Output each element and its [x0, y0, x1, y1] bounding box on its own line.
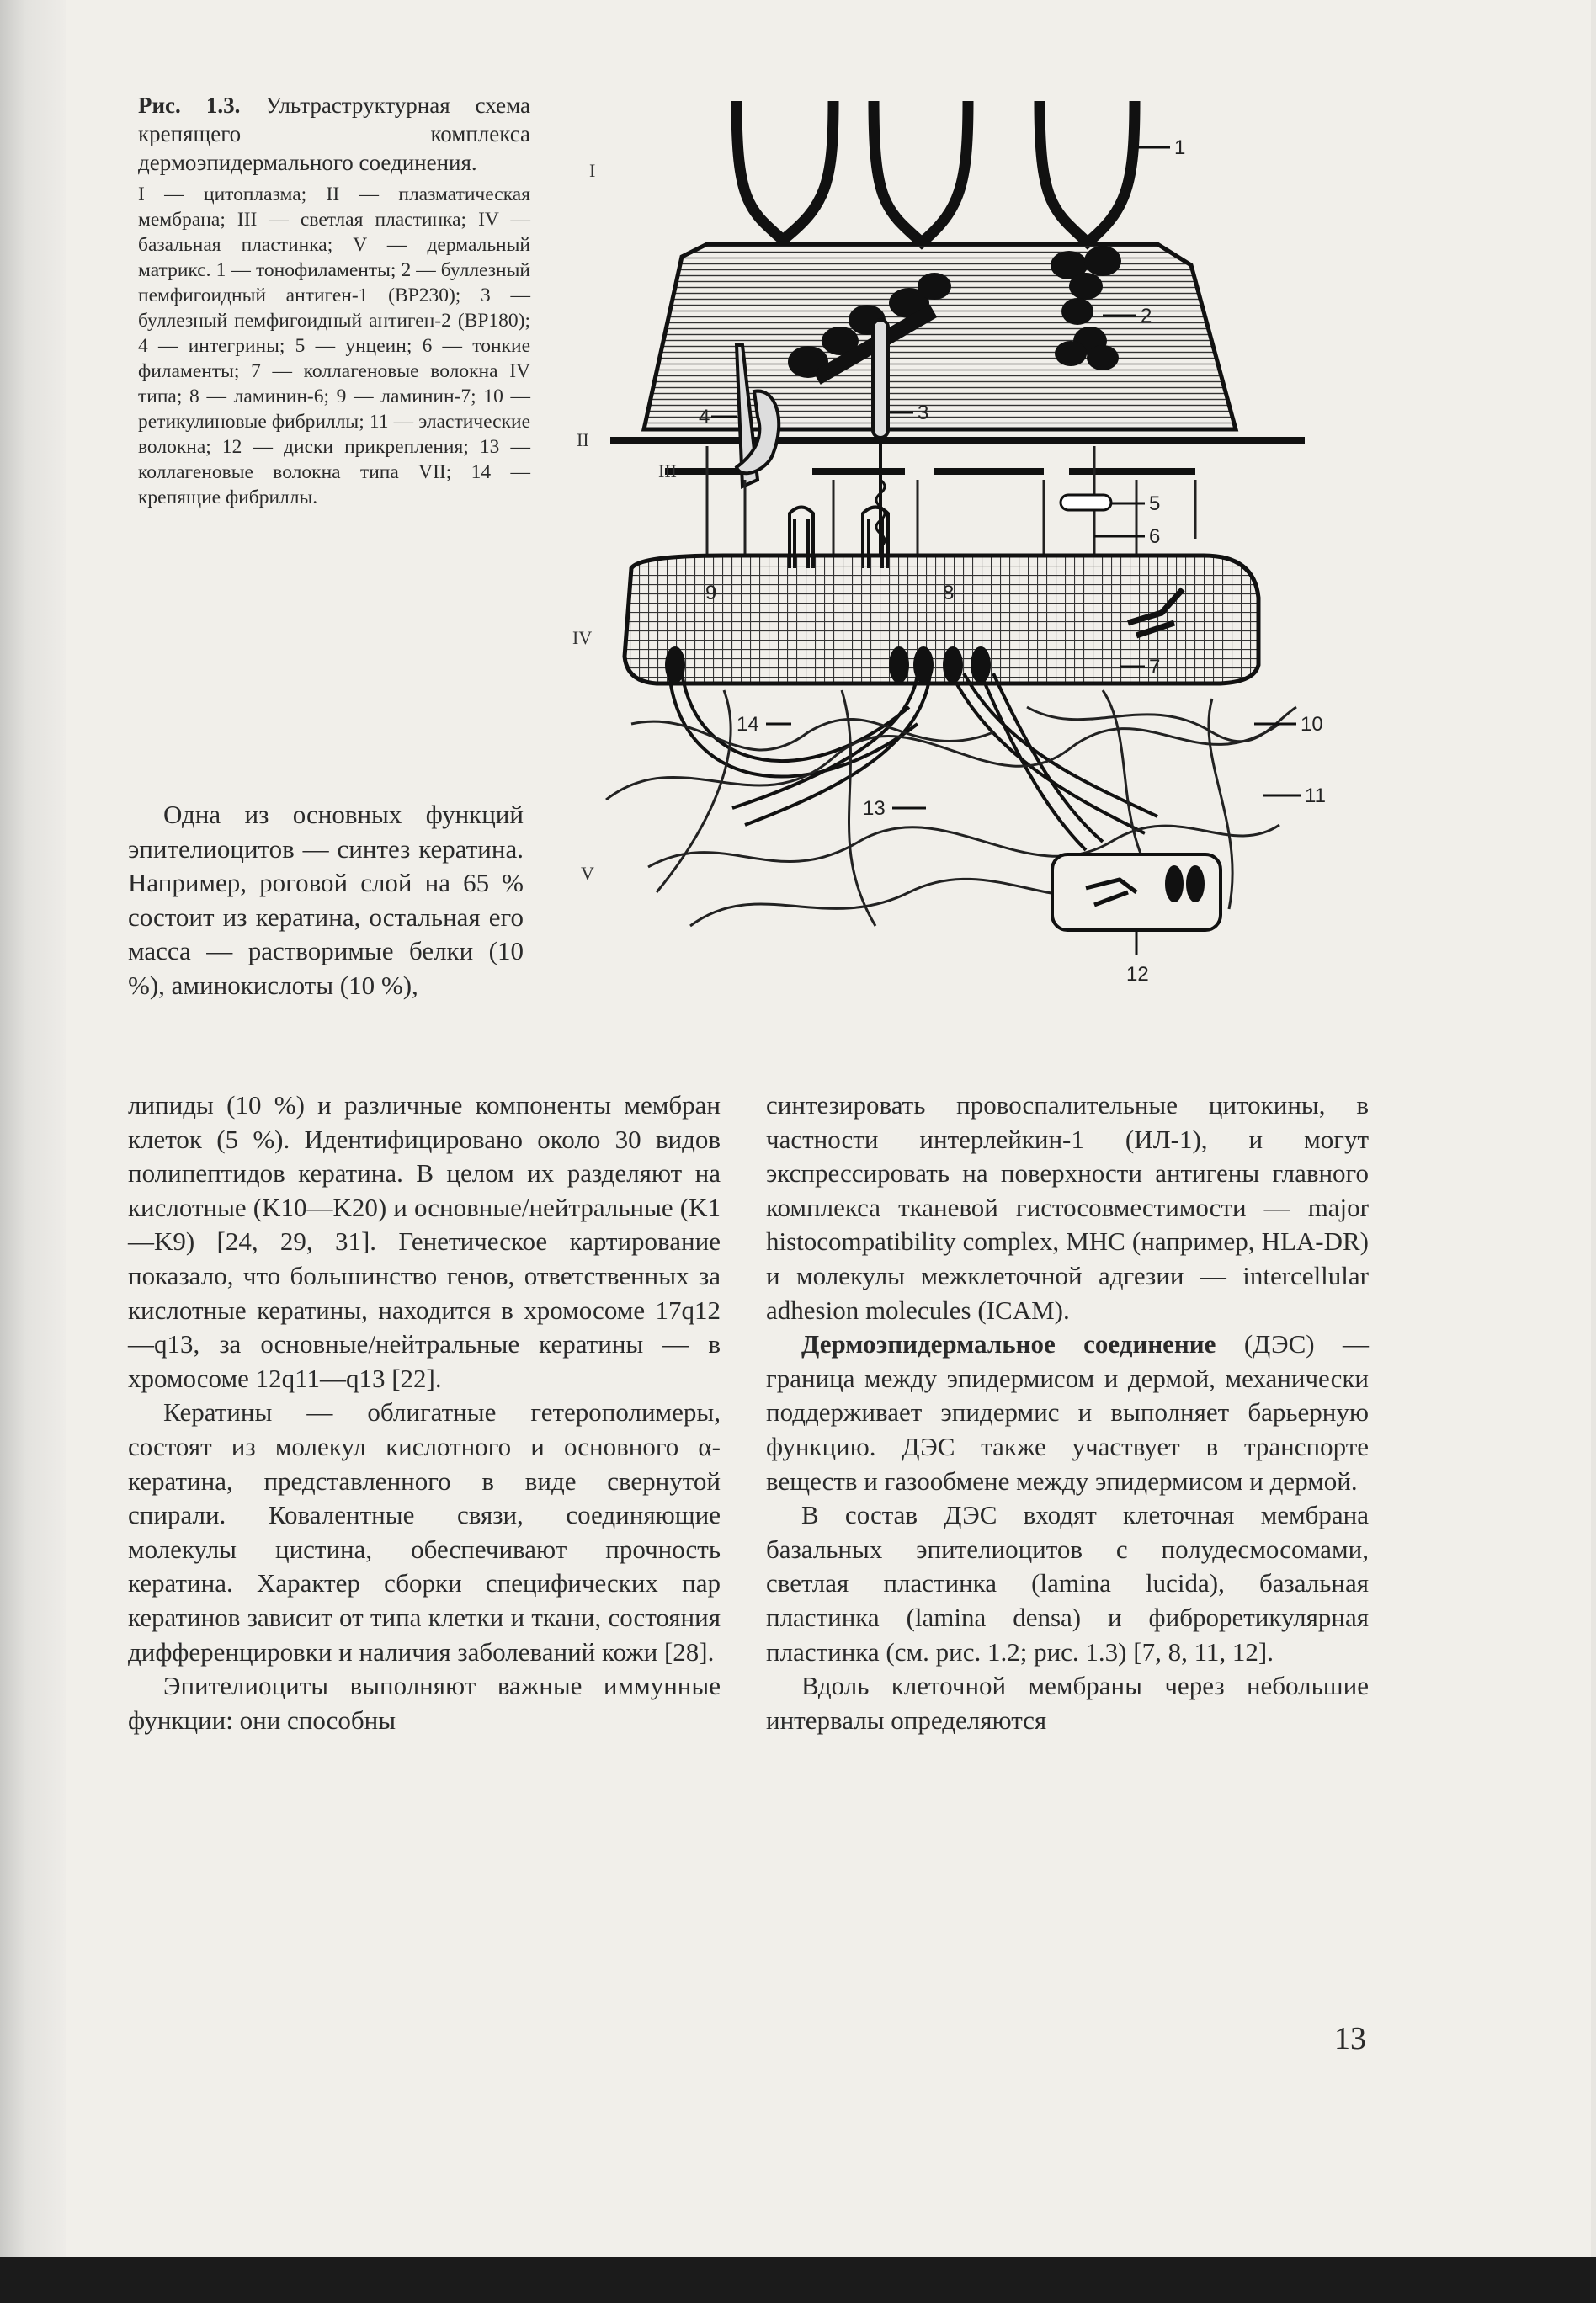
- anchoring-fibrils: [669, 673, 1157, 850]
- figure-caption: [138, 91, 530, 510]
- label-roman-I: I: [589, 160, 596, 181]
- paragraph-keratin-continued: липиды (10 %) и различные компоненты мембран клеток (5 %). Идентифицировано около 30 видов полипептидов кератина. В целом их разделяют на кислотные (K10—K20) и основные/нейтральные (K1—K9) [24, 29, 31]. Генетическое картирование показало, что большинство генов, ответственных за кислотные кератины, находится в хромосоме 17q12—q13, за основные/нейтральные кератины — в хромосоме 12q11—q13 [22].: [128, 1090, 721, 1393]
- scan-bottom-border: [0, 2257, 1596, 2303]
- tonofilament-loop-left: [737, 101, 833, 240]
- paragraph-keratins-heteropolymers: Кератины — облигатные гетерополимеры, состоят из молекул кислотного и основного α-кератина, представленного в виде свернутой спирали. Ковалентные связи, соединяющие молекулы цистина, обеспечивают прочность кератина. Характер сборки специфических пар кератинов зависит от типа клетки и ткани, состояния дифференцировки и наличия заболеваний кожи [28].: [128, 1397, 721, 1667]
- paragraph-dej-composition: В состав ДЭС входят клеточная мембрана базальных эпителиоцитов с полудесмосомами, светлая пластинка (lamina lucida), базальная пластинка (lamina densa) и фиброретикулярная пластинка (см. рис. 1.2; рис. 1.3) [7, 8, 11, 12].: [766, 1500, 1369, 1667]
- label-5: 5: [1149, 492, 1161, 515]
- tonofilament-loop-right: [1040, 101, 1135, 242]
- label-roman-II: II: [577, 429, 589, 450]
- basal-lamina: [625, 556, 1258, 683]
- paragraph-dej-text: (ДЭС) — граница между эпидермисом и дермой, механически поддерживает эпидермис и выполняет барьерную функцию. ДЭС также участвует в транспорте веществ и газообмене между эпидермисом и дермой.: [766, 1329, 1369, 1496]
- paragraph-dej-definition: [766, 1327, 1369, 1498]
- label-7: 7: [1149, 656, 1161, 678]
- label-9: 9: [705, 582, 717, 604]
- label-2: 2: [1141, 305, 1152, 327]
- label-roman-IV: IV: [572, 627, 593, 648]
- caption-title-text: Ультраструктурная схема крепящего комплекса дермоэпидермального соединения.: [138, 93, 530, 175]
- anchoring-filaments: [707, 446, 1195, 556]
- dermoepidermal-junction-diagram: [556, 84, 1347, 993]
- body-text-right-column: [766, 1088, 1369, 1737]
- paragraph-keratin-intro: Одна из основных функций эпителиоцитов — синтез кератина. Например, роговой слой на 65 % состоит из кератина, остальная его масса — растворимые белки (10 %), аминокислоты (10 %),: [128, 800, 524, 1000]
- attachment-disc: [1052, 854, 1221, 930]
- label-14: 14: [737, 713, 759, 736]
- label-4: 4: [699, 406, 710, 428]
- paragraph-cytokines: синтезировать провоспалительные цитокины, в частности интерлейкин-1 (ИЛ-1), и могут экспрессировать на поверхности антигены главного комплекса тканевой гистосовместимости — major histocompatibility complex, MHC (например, HLA-DR) и молекулы межклеточной адгезии — intercellular adhesion molecules (ICAM).: [766, 1090, 1369, 1325]
- label-10: 10: [1301, 713, 1323, 736]
- label-roman-III: III: [658, 460, 677, 481]
- paragraph-cell-membrane: Вдоль клеточной мембраны через небольшие интервалы определяются: [766, 1671, 1369, 1735]
- label-12: 12: [1126, 963, 1149, 986]
- page-number: 13: [1334, 2021, 1366, 2056]
- page-edge: [1591, 0, 1596, 2303]
- body-text-left-column: [128, 1088, 721, 1737]
- page-binding-shadow: [0, 0, 66, 2303]
- label-6: 6: [1149, 525, 1161, 548]
- paragraph-immune-functions: Эпителиоциты выполняют важные иммунные функции: они способны: [128, 1671, 721, 1735]
- label-11: 11: [1305, 785, 1326, 807]
- uncein: [1061, 495, 1111, 510]
- label-8: 8: [943, 582, 955, 604]
- label-roman-V: V: [581, 863, 594, 884]
- term-dej-bold: Дермоэпидермальное соединение: [801, 1329, 1216, 1359]
- caption-legend: I — цитоплазма; II — плазматическая мембрана; III — светлая пластинка; IV — базальная пластинка; V — дермальный матрикс. 1 — тонофиламенты; 2 — буллезный пемфигоидный антиген-1 (BP230); 3 — буллезный пемфигоидный антиген-2 (BP180); 4 — интегрины; 5 — унцеин; 6 — тонкие филаменты; 7 — коллагеновые волокна IV типа; 8 — ламинин-6; 9 — ламинин-7; 10 — ретикулиновые фибриллы; 11 — эластические волокна; 12 — диски прикрепления; 13 — коллагеновые волокна типа VII; 14 — крепящие фибриллы.: [138, 183, 530, 508]
- body-text-top: [128, 798, 524, 1003]
- label-13: 13: [863, 797, 886, 820]
- hemidesmosome-plaque: [644, 244, 1236, 429]
- caption-figure-label: Рис. 1.3.: [138, 93, 241, 118]
- caption-title: [138, 91, 530, 177]
- tonofilament-loop-middle: [874, 101, 968, 242]
- label-3: 3: [918, 402, 929, 424]
- label-1: 1: [1174, 136, 1186, 159]
- tonofilament-loops: [737, 101, 1135, 242]
